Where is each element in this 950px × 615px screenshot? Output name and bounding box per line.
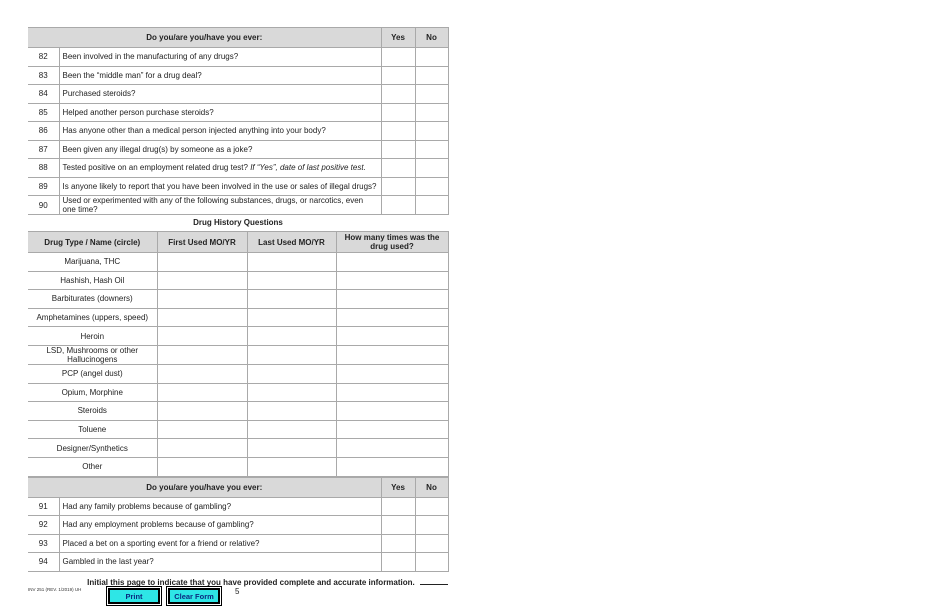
- questions-table-1: [28, 27, 449, 215]
- last-used-cell[interactable]: [247, 364, 336, 383]
- yes-cell[interactable]: [381, 85, 415, 104]
- question-number: 84: [28, 85, 59, 104]
- times-used-cell[interactable]: [336, 290, 448, 309]
- no-cell[interactable]: [415, 516, 448, 535]
- times-used-cell[interactable]: [336, 457, 448, 476]
- question-row: [28, 159, 448, 178]
- first-used-cell[interactable]: [157, 345, 247, 364]
- times-used-cell[interactable]: [336, 402, 448, 421]
- question-text: Purchased steroids?: [62, 89, 136, 99]
- form-page: [28, 27, 448, 587]
- drug-name[interactable]: Other: [28, 457, 157, 476]
- no-header: No: [415, 477, 448, 497]
- question-text: Had any employment problems because of gambling?: [62, 520, 254, 530]
- question-text: Been given any illegal drug(s) by someone as a joke?: [62, 144, 253, 154]
- question-header: Do you/are you/have you ever:: [28, 477, 381, 497]
- first-used-cell[interactable]: [157, 439, 247, 458]
- question-text-cell: [59, 553, 381, 572]
- question-text: Used or experimented with any of the following substances, drugs, or narcotics, even one time?: [62, 196, 364, 214]
- first-used-cell[interactable]: [157, 383, 247, 402]
- last-used-cell[interactable]: [247, 290, 336, 309]
- question-text-cell: [59, 48, 381, 67]
- drug-row: [28, 402, 448, 421]
- yes-cell[interactable]: [381, 196, 415, 215]
- no-cell[interactable]: [415, 103, 448, 122]
- initial-text: Initial this page to indicate that you have provided complete and accurate information.: [87, 577, 415, 587]
- first-used-cell[interactable]: [157, 271, 247, 290]
- last-used-cell[interactable]: [247, 327, 336, 346]
- question-row: [28, 140, 448, 159]
- last-used-header: Last Used MO/YR: [247, 232, 336, 253]
- yes-cell[interactable]: [381, 140, 415, 159]
- question-text-cell: [59, 140, 381, 159]
- drug-name[interactable]: Steroids: [28, 402, 157, 421]
- last-used-cell[interactable]: [247, 271, 336, 290]
- drug-name[interactable]: PCP (angel dust): [28, 364, 157, 383]
- drug-row: [28, 383, 448, 402]
- question-text-cell: [59, 497, 381, 516]
- question-text-cell: [59, 103, 381, 122]
- question-number: 89: [28, 177, 59, 196]
- drug-history-table: [28, 231, 449, 477]
- yes-cell[interactable]: [381, 534, 415, 553]
- yes-cell[interactable]: [381, 553, 415, 572]
- question-number: 87: [28, 140, 59, 159]
- times-used-cell[interactable]: [336, 345, 448, 364]
- question-number: 90: [28, 196, 59, 215]
- drug-row: [28, 439, 448, 458]
- question-text: Gambled in the last year?: [62, 557, 154, 567]
- yes-header: Yes: [381, 477, 415, 497]
- question-text: Helped another person purchase steroids?: [62, 107, 214, 117]
- drug-name[interactable]: Toluene: [28, 420, 157, 439]
- times-used-cell[interactable]: [336, 420, 448, 439]
- yes-cell[interactable]: [381, 103, 415, 122]
- question-text: Has anyone other than a medical person injected anything into your body?: [62, 126, 326, 136]
- no-cell[interactable]: [415, 85, 448, 104]
- drug-name[interactable]: Designer/Synthetics: [28, 439, 157, 458]
- first-used-cell[interactable]: [157, 457, 247, 476]
- last-used-cell[interactable]: [247, 345, 336, 364]
- drug-name[interactable]: Heroin: [28, 327, 157, 346]
- clear-form-button[interactable]: Clear Form: [168, 588, 220, 604]
- question-row: [28, 122, 448, 141]
- question-note: If “Yes”, date of last positive test.: [250, 163, 366, 173]
- question-row: [28, 177, 448, 196]
- question-text: Been involved in the manufacturing of any drugs?: [62, 52, 239, 62]
- times-used-cell[interactable]: [336, 308, 448, 327]
- first-used-cell[interactable]: [157, 290, 247, 309]
- no-cell[interactable]: [415, 497, 448, 516]
- yes-cell[interactable]: [381, 66, 415, 85]
- question-row: [28, 85, 448, 104]
- question-row: [28, 103, 448, 122]
- drug-row: [28, 327, 448, 346]
- drug-row: [28, 457, 448, 476]
- first-used-cell[interactable]: [157, 253, 247, 272]
- no-cell[interactable]: [415, 66, 448, 85]
- first-used-cell[interactable]: [157, 327, 247, 346]
- first-used-cell[interactable]: [157, 420, 247, 439]
- first-used-cell[interactable]: [157, 364, 247, 383]
- no-cell[interactable]: [415, 48, 448, 67]
- times-used-cell[interactable]: [336, 327, 448, 346]
- drug-name[interactable]: Barbiturates (downers): [28, 290, 157, 309]
- question-number: 88: [28, 159, 59, 178]
- times-used-header: How many times was the drug used?: [336, 232, 448, 253]
- yes-cell[interactable]: [381, 159, 415, 178]
- last-used-cell[interactable]: [247, 253, 336, 272]
- yes-cell[interactable]: [381, 122, 415, 141]
- last-used-cell[interactable]: [247, 402, 336, 421]
- no-header: No: [415, 28, 448, 48]
- yes-cell[interactable]: [381, 177, 415, 196]
- question-text: Had any family problems because of gambling?: [62, 501, 232, 511]
- no-cell[interactable]: [415, 122, 448, 141]
- no-cell[interactable]: [415, 553, 448, 572]
- times-used-cell[interactable]: [336, 439, 448, 458]
- last-used-cell[interactable]: [247, 308, 336, 327]
- times-used-cell[interactable]: [336, 271, 448, 290]
- first-used-header: First Used MO/YR: [157, 232, 247, 253]
- last-used-cell[interactable]: [247, 457, 336, 476]
- question-number: 93: [28, 534, 59, 553]
- question-number: 85: [28, 103, 59, 122]
- question-header: Do you/are you/have you ever:: [28, 28, 381, 48]
- yes-header: Yes: [381, 28, 415, 48]
- questions-table-2: [28, 477, 449, 572]
- question-number: 91: [28, 497, 59, 516]
- last-used-cell[interactable]: [247, 420, 336, 439]
- form-revision: INV 251 (REV. 1/2019) UH: [28, 587, 82, 592]
- drug-name[interactable]: Hashish, Hash Oil: [28, 271, 157, 290]
- initial-field[interactable]: [420, 584, 448, 585]
- question-text-cell: [59, 85, 381, 104]
- drug-row: [28, 308, 448, 327]
- times-used-cell[interactable]: [336, 253, 448, 272]
- yes-cell[interactable]: [381, 516, 415, 535]
- question-number: 92: [28, 516, 59, 535]
- drug-name[interactable]: Opium, Morphine: [28, 383, 157, 402]
- yes-cell[interactable]: [381, 48, 415, 67]
- question-text: Placed a bet on a sporting event for a friend or relative?: [62, 538, 260, 548]
- drug-row: [28, 345, 448, 364]
- question-text-cell: [59, 159, 381, 178]
- question-text-cell: [59, 122, 381, 141]
- question-text-cell: [59, 196, 381, 215]
- question-row: [28, 516, 448, 535]
- no-cell[interactable]: [415, 140, 448, 159]
- drug-name[interactable]: LSD, Mushrooms or other Hallucinogens: [28, 345, 157, 364]
- question-row: [28, 534, 448, 553]
- page-footer: [28, 586, 448, 608]
- drug-name[interactable]: Marijuana, THC: [28, 253, 157, 272]
- question-number: 86: [28, 122, 59, 141]
- question-text-cell: [59, 516, 381, 535]
- page-number: 5: [235, 587, 240, 596]
- question-text-cell: [59, 534, 381, 553]
- yes-cell[interactable]: [381, 497, 415, 516]
- last-used-cell[interactable]: [247, 383, 336, 402]
- first-used-cell[interactable]: [157, 402, 247, 421]
- drug-row: [28, 290, 448, 309]
- drug-history-title: Drug History Questions: [193, 218, 283, 227]
- no-cell[interactable]: [415, 159, 448, 178]
- drug-row: [28, 364, 448, 383]
- times-used-cell[interactable]: [336, 364, 448, 383]
- drug-row: [28, 271, 448, 290]
- question-text-cell: [59, 177, 381, 196]
- first-used-cell[interactable]: [157, 308, 247, 327]
- question-number: 82: [28, 48, 59, 67]
- drug-row: [28, 253, 448, 272]
- print-button[interactable]: Print: [108, 588, 160, 604]
- question-text: Been the “middle man” for a drug deal?: [62, 70, 202, 80]
- drug-name[interactable]: Amphetamines (uppers, speed): [28, 308, 157, 327]
- question-text: Is anyone likely to report that you have been involved in the use or sales of illegal drugs?: [62, 181, 377, 191]
- question-number: 94: [28, 553, 59, 572]
- question-row: [28, 196, 448, 215]
- no-cell[interactable]: [415, 196, 448, 215]
- question-row: [28, 48, 448, 67]
- drug-type-header: Drug Type / Name (circle): [28, 232, 157, 253]
- last-used-cell[interactable]: [247, 439, 336, 458]
- question-text: Tested positive on an employment related drug test?: [62, 163, 248, 173]
- drug-row: [28, 420, 448, 439]
- question-row: [28, 553, 448, 572]
- question-row: [28, 66, 448, 85]
- question-number: 83: [28, 66, 59, 85]
- no-cell[interactable]: [415, 534, 448, 553]
- question-row: [28, 497, 448, 516]
- times-used-cell[interactable]: [336, 383, 448, 402]
- no-cell[interactable]: [415, 177, 448, 196]
- question-text-cell: [59, 66, 381, 85]
